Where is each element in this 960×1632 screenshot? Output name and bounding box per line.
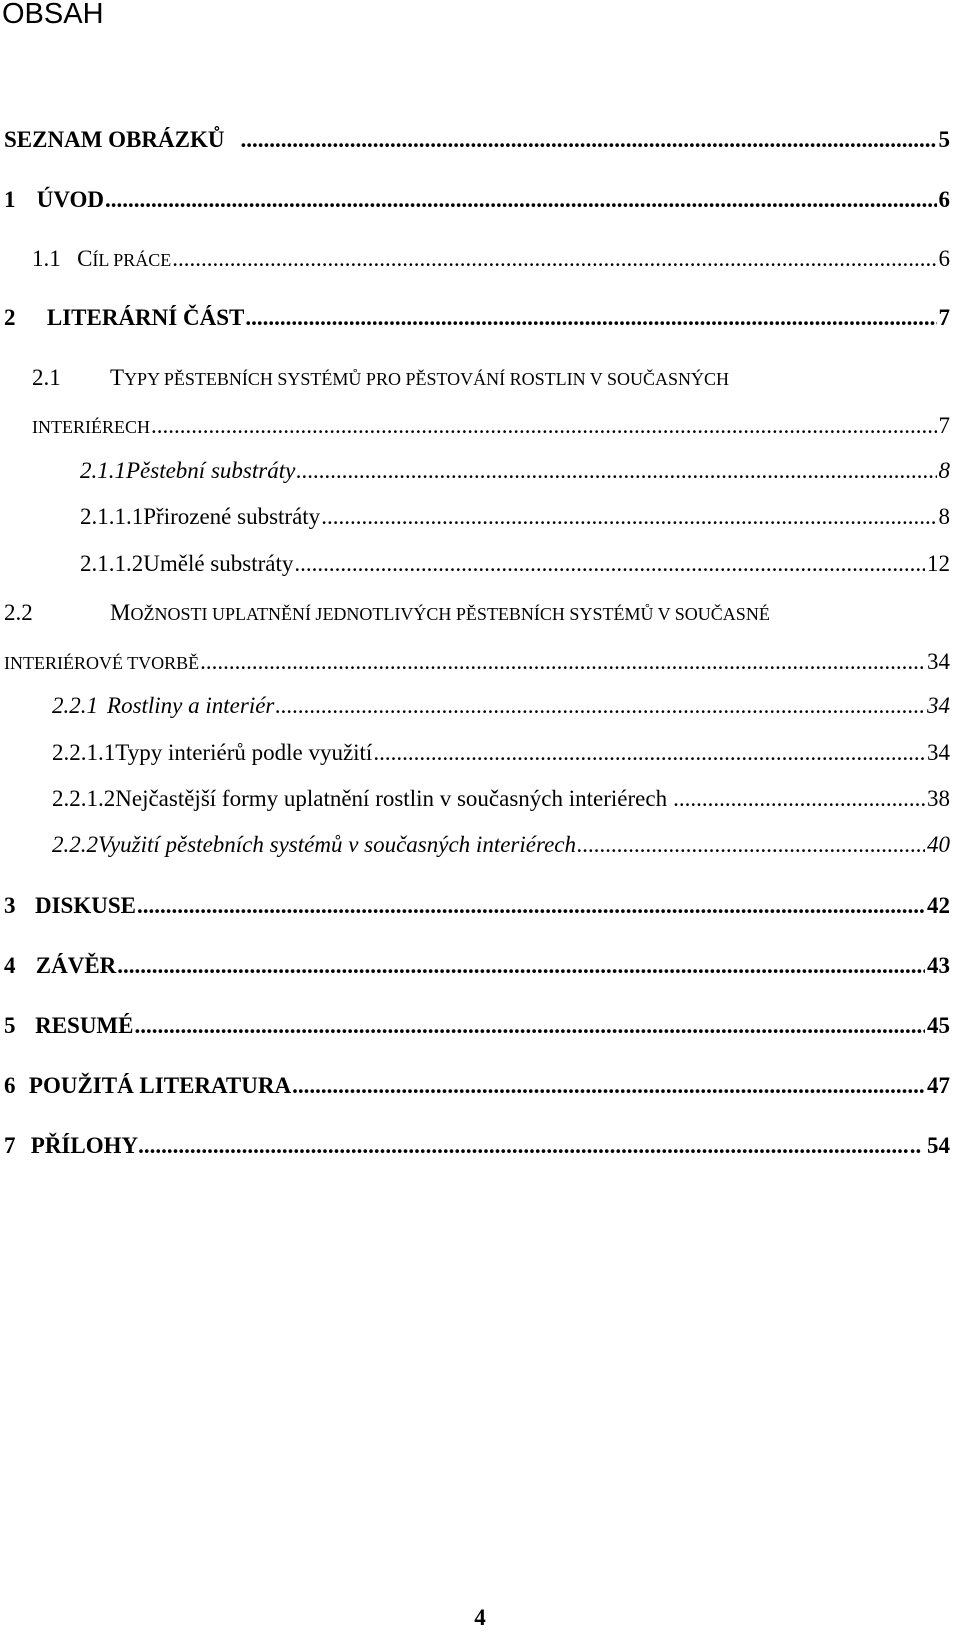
toc-entry-title: Využití pěstebních systémů v současných interiérech [98, 832, 576, 857]
small-caps-initial: M [110, 600, 131, 625]
toc-entry-page: 8 [938, 458, 950, 483]
toc-entry-vyuziti-pestebnich-systemu[interactable] [52, 829, 950, 861]
dot-leader [117, 950, 925, 982]
toc-entry-number: 3 [4, 893, 16, 918]
dot-leader [373, 737, 925, 769]
small-caps-initial: T [110, 365, 125, 390]
toc-entry-page: 34 [927, 740, 950, 765]
toc-entry-page: 47 [927, 1073, 950, 1098]
dot-leader [577, 829, 925, 861]
toc-entry-moznosti-line2[interactable] [4, 646, 950, 678]
toc-entry-title: LITERÁRNÍ ČÁST [46, 305, 245, 330]
ellipsis-leader [138, 1130, 908, 1162]
toc-entry-page-prefix: .. [909, 1133, 927, 1158]
toc-entry-nejcastejsi-formy[interactable] [52, 783, 950, 815]
dot-leader [294, 548, 925, 580]
toc-entry-title: Přirozené substráty [143, 504, 321, 529]
toc-entry-seznam-obrazku[interactable] [4, 124, 950, 156]
toc-entry-uvod[interactable] [4, 184, 950, 216]
toc-entry-page: 12 [927, 551, 950, 576]
toc-entry-typy-interieru[interactable] [52, 737, 950, 769]
small-caps-rest: YPY PĚSTEBNÍCH SYSTÉMŮ PRO PĚSTOVÁNÍ ROSTLIN V SOUČASNÝCH [124, 369, 729, 389]
dot-leader [673, 783, 925, 815]
toc-entry-title: Pěstební substráty [126, 458, 296, 483]
toc-entry-title: Nejčastější formy uplatnění rostlin v současných interiérech [115, 786, 668, 811]
toc-entry-pestebni-substraty[interactable] [80, 455, 950, 487]
toc-entry-title: Typy interiérů podle využití [115, 740, 373, 765]
toc-entry-title-continued: INTERIÉROVÉ TVORBĚ [4, 653, 200, 673]
toc-entry-title: Umělé substráty [143, 551, 294, 576]
page-heading: OBSAH [2, 0, 104, 30]
toc-entry-typy-line1[interactable] [32, 362, 729, 395]
toc-entry-title [77, 243, 171, 276]
dot-leader [245, 302, 936, 334]
toc-entry-number: 2.1.1.2 [80, 551, 144, 576]
toc-entry-moznosti-line1[interactable] [4, 597, 770, 630]
toc-entry-cil-prace[interactable] [32, 243, 950, 275]
toc-entry-number: 2.1.1 [80, 458, 126, 483]
toc-entry-number: 5 [4, 1013, 16, 1038]
toc-entry-literarni-cast[interactable] [4, 302, 950, 334]
toc-entry-title: ÚVOD [36, 187, 104, 212]
toc-entry-zaver[interactable] [4, 950, 950, 982]
toc-entry-number: 2.2.1.1 [52, 740, 116, 765]
toc-entry-title: Rostliny a interiér [107, 693, 275, 718]
toc-entry-number: 1 [4, 187, 16, 212]
toc-entry-page: 34 [927, 649, 950, 674]
dot-leader [292, 1070, 925, 1102]
toc-entry-page: 8 [938, 504, 950, 529]
toc-entry-page: 6 [938, 187, 950, 212]
toc-entry-page: 7 [938, 413, 950, 438]
toc-entry-title-continued: INTERIÉRECH [32, 417, 150, 437]
toc-entry-typy-line2[interactable] [32, 410, 950, 442]
toc-entry-title: POUŽITÁ LITERATURA [28, 1073, 292, 1098]
toc-entry-number: 2.2 [4, 600, 33, 625]
toc-entry-number: 6 [4, 1073, 16, 1098]
toc-entry-page: 42 [927, 893, 950, 918]
dot-leader [172, 243, 936, 275]
dot-leader [151, 410, 937, 442]
toc-entry-page: 54 [927, 1133, 950, 1158]
dot-leader [134, 1010, 925, 1042]
toc-entry-prirozene-substraty[interactable] [80, 501, 950, 533]
dot-leader [137, 890, 925, 922]
toc-entry-page: 7 [938, 305, 950, 330]
toc-entry-number: 2.2.1 [52, 693, 98, 718]
toc-entry-page: 5 [938, 127, 950, 152]
toc-entry-number: 2.1 [32, 365, 61, 390]
toc-entry-resume[interactable] [4, 1010, 950, 1042]
toc-entry-number: 2.1.1.1 [80, 504, 144, 529]
toc-entry-page: 6 [938, 246, 950, 271]
toc-entry-title: PŘÍLOHY [30, 1133, 139, 1158]
toc-entry-page: 34 [927, 693, 950, 718]
dot-leader [321, 501, 936, 533]
toc-entry-title: ZÁVĚR [35, 953, 117, 978]
toc-entry-umele-substraty[interactable] [80, 548, 950, 580]
toc-entry-page: 43 [927, 953, 950, 978]
toc-entry-title: DISKUSE [34, 893, 136, 918]
toc-entry-number: 1.1 [32, 246, 61, 271]
toc-entry-number: 2 [4, 305, 16, 330]
dot-leader [296, 455, 936, 487]
small-caps-rest: ÍL PRÁCE [92, 250, 172, 270]
dot-leader [105, 184, 937, 216]
toc-entry-pouzita-literatura[interactable] [4, 1070, 950, 1102]
small-caps-rest: OŽNOSTI UPLATNĚNÍ JEDNOTLIVÝCH PĚSTEBNÍCH SYSTÉMŮ V SOUČASNÉ [130, 604, 770, 624]
toc-entry-page: 40 [927, 832, 950, 857]
dot-leader [240, 124, 936, 156]
toc-entry-number: 2.2.1.2 [52, 786, 116, 811]
toc-entry-rostliny-a-interier[interactable] [52, 690, 950, 722]
page-number: 4 [474, 1605, 486, 1630]
toc-entry-prilohy[interactable] [4, 1130, 950, 1162]
toc-entry-number: 7 [4, 1133, 16, 1158]
toc-entry-title: SEZNAM OBRÁZKŮ [4, 127, 225, 152]
toc-entry-page: 38 [927, 786, 950, 811]
toc-entry-title: RESUMÉ [35, 1013, 134, 1038]
toc-entry-diskuse[interactable] [4, 890, 950, 922]
toc-entry-number: 4 [4, 953, 16, 978]
toc-entry-number: 2.2.2 [52, 832, 98, 857]
toc-entry-page: 45 [927, 1013, 950, 1038]
small-caps-initial: C [77, 246, 93, 271]
dot-leader [200, 646, 925, 678]
dot-leader [275, 690, 925, 722]
